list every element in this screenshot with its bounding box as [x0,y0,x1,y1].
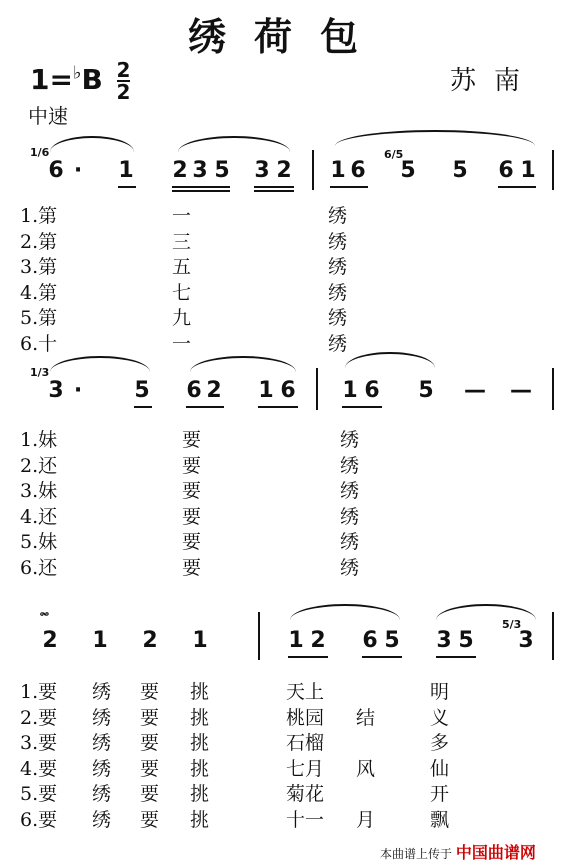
verse-column [340,428,359,581]
note: 6 [48,158,64,183]
verse-column [20,204,57,357]
lyric: 5.妹 [20,531,58,553]
lyric: 挑 [190,706,210,729]
lyric: 挑 [190,732,210,754]
key-signature [30,60,130,102]
note: 1 [118,158,134,183]
staff-line-1 [0,146,574,188]
dot: · [73,378,83,403]
region-label: 苏南 [450,66,539,96]
lyric: 七 [172,281,192,304]
key-prefix: 1= [30,63,73,96]
bar-line [552,612,554,660]
lyric: 6.十 [20,332,58,355]
lyric: 绣 [328,256,348,278]
lyric: 3.要 [20,732,58,754]
note: 2 [310,628,326,653]
verse-column [328,204,347,357]
slur [345,352,435,368]
slur [178,136,290,152]
note: 1 [92,628,108,653]
source-footer [380,840,536,863]
bar-line [312,150,314,190]
note: 1 [288,628,304,653]
lyric: 要 [140,681,160,703]
note: 6 [186,378,202,403]
slur [50,136,134,152]
beam [288,656,328,658]
lyric: 要 [140,757,160,780]
lyric: 绣 [328,281,348,304]
note: 2 [142,628,158,653]
key-letter: B [81,63,103,96]
beam [186,406,224,408]
lyric: 要 [182,556,202,579]
lyric: 绣 [328,230,348,253]
lyric: 天上 [286,681,325,703]
lyric: 绣 [340,454,360,477]
note: 5 [418,378,434,403]
time-numerator: 2 [116,58,131,82]
grace-note: 5/3 [502,618,522,631]
staff-line-2 [0,366,574,408]
beam [362,656,402,658]
flat-sign: ♭ [72,62,82,84]
lyric: 要 [140,706,160,729]
note: 2 [42,628,58,653]
lyric: 绣 [340,429,360,451]
lyric: 3.第 [20,256,58,278]
footer-text: 本曲谱上传于 [380,847,453,861]
slur [50,356,150,372]
lyric: 1.要 [20,681,58,703]
beam [258,406,298,408]
note: 6 [364,378,380,403]
beam [118,186,136,188]
note: 1 [192,628,208,653]
slur [290,604,400,620]
note: 1 [520,158,536,183]
lyric: 绣 [92,757,112,780]
note: 5 [384,628,400,653]
lyric: 挑 [190,757,210,780]
grace-note: 1/3 [30,366,50,379]
lyric: 4.第 [20,281,58,304]
note: 2 [276,158,292,183]
lyric: 绣 [328,332,348,355]
ornament-icon: 𝆗 [40,602,49,621]
lyric: 绣 [340,505,360,528]
dot: · [73,158,83,183]
dash: — [464,378,486,403]
beam [254,186,294,188]
beam [172,190,230,192]
lyric: 明 [430,681,450,703]
lyric: 石榴 [286,732,325,754]
lyric: 九 [172,307,192,329]
beam [254,190,294,192]
verse-column [92,680,111,833]
verse-column [20,428,57,581]
slur [335,130,535,146]
beam [436,656,476,658]
time-denominator: 2 [116,80,131,104]
verse-column [190,680,209,833]
grace-note: 6/5 [384,148,404,161]
beam [498,186,536,188]
lyric: 要 [182,505,202,528]
note: 6 [350,158,366,183]
lyric: 多 [430,732,450,754]
lyric: 要 [182,429,202,451]
slur [190,356,296,372]
bar-line [552,150,554,190]
lyric [356,782,375,808]
note: 6 [280,378,296,403]
lyric: 2.要 [20,706,58,729]
lyric: 飘 [430,808,450,831]
lyric: 一 [172,205,192,227]
lyric: 绣 [92,681,112,703]
beam [342,406,382,408]
lyric: 绣 [340,556,360,579]
note: 2 [206,378,222,403]
note: 3 [518,628,534,653]
note: 5 [214,158,230,183]
lyric: 开 [430,783,450,805]
note: 6 [362,628,378,653]
note: 1 [330,158,346,183]
lyric: 2.第 [20,230,58,253]
lyric: 桃园 [286,706,325,729]
note: 5 [400,158,416,183]
lyric: 十一 [286,808,325,831]
beam [134,406,152,408]
verse-column [286,680,324,833]
lyric: 要 [182,531,202,553]
lyric: 绣 [92,706,112,729]
lyric: 义 [430,706,450,729]
note: 1 [258,378,274,403]
lyric: 月 [356,808,376,831]
note: 6 [498,158,514,183]
lyric: 4.要 [20,757,58,780]
note: 2 [172,158,188,183]
lyric: 菊花 [286,783,325,805]
lyric: 6.还 [20,556,58,579]
time-signature [117,60,131,102]
beam [330,186,368,188]
lyric: 绣 [92,808,112,831]
lyric: 绣 [328,205,348,227]
bar-line [316,368,318,410]
note: 1 [342,378,358,403]
lyric: 要 [182,454,202,477]
note: 5 [452,158,468,183]
verse-column [140,680,159,833]
dash: — [510,378,532,403]
lyric: 绣 [92,783,112,805]
verse-column [20,680,57,833]
verse-column [172,204,191,357]
lyric: 4.还 [20,505,58,528]
lyric: 结 [356,706,376,729]
lyric [356,680,375,706]
lyric: 挑 [190,783,210,805]
lyric: 绣 [340,531,360,553]
staff-line-3 [0,602,574,658]
lyric [356,731,375,757]
lyric: 绣 [328,307,348,329]
note: 3 [436,628,452,653]
note: 5 [458,628,474,653]
lyric: 一 [172,332,192,355]
lyric: 3.妹 [20,480,58,502]
note: 5 [134,378,150,403]
tempo-marking: 中速 [28,104,68,128]
site-name[interactable]: 中国曲谱网 [455,843,536,862]
lyric: 挑 [190,808,210,831]
note: 3 [48,378,64,403]
lyric: 要 [140,808,160,831]
lyric: 挑 [190,681,210,703]
lyric: 6.要 [20,808,58,831]
lyric: 2.还 [20,454,58,477]
verse-column [356,680,375,833]
song-title: 绣荷包 [187,14,386,59]
lyric: 风 [356,757,376,780]
verse-column [182,428,201,581]
lyric: 三 [172,230,192,253]
bar-line [552,368,554,410]
lyric: 绣 [340,480,360,502]
lyric: 五 [172,256,192,278]
slur [436,604,536,620]
lyric: 5.要 [20,783,58,805]
beam [172,186,230,188]
note: 3 [254,158,270,183]
note: 3 [192,158,208,183]
bar-line [258,612,260,660]
lyric: 5.第 [20,307,58,329]
verse-column [430,680,449,833]
lyric: 绣 [92,732,112,754]
lyric: 1.第 [20,205,58,227]
lyric: 七月 [286,757,325,780]
grace-note: 1/6 [30,146,50,159]
lyric: 要 [140,732,160,754]
lyric: 要 [140,783,160,805]
lyric: 要 [182,480,202,502]
lyric: 1.妹 [20,429,58,451]
lyric: 仙 [430,757,450,780]
